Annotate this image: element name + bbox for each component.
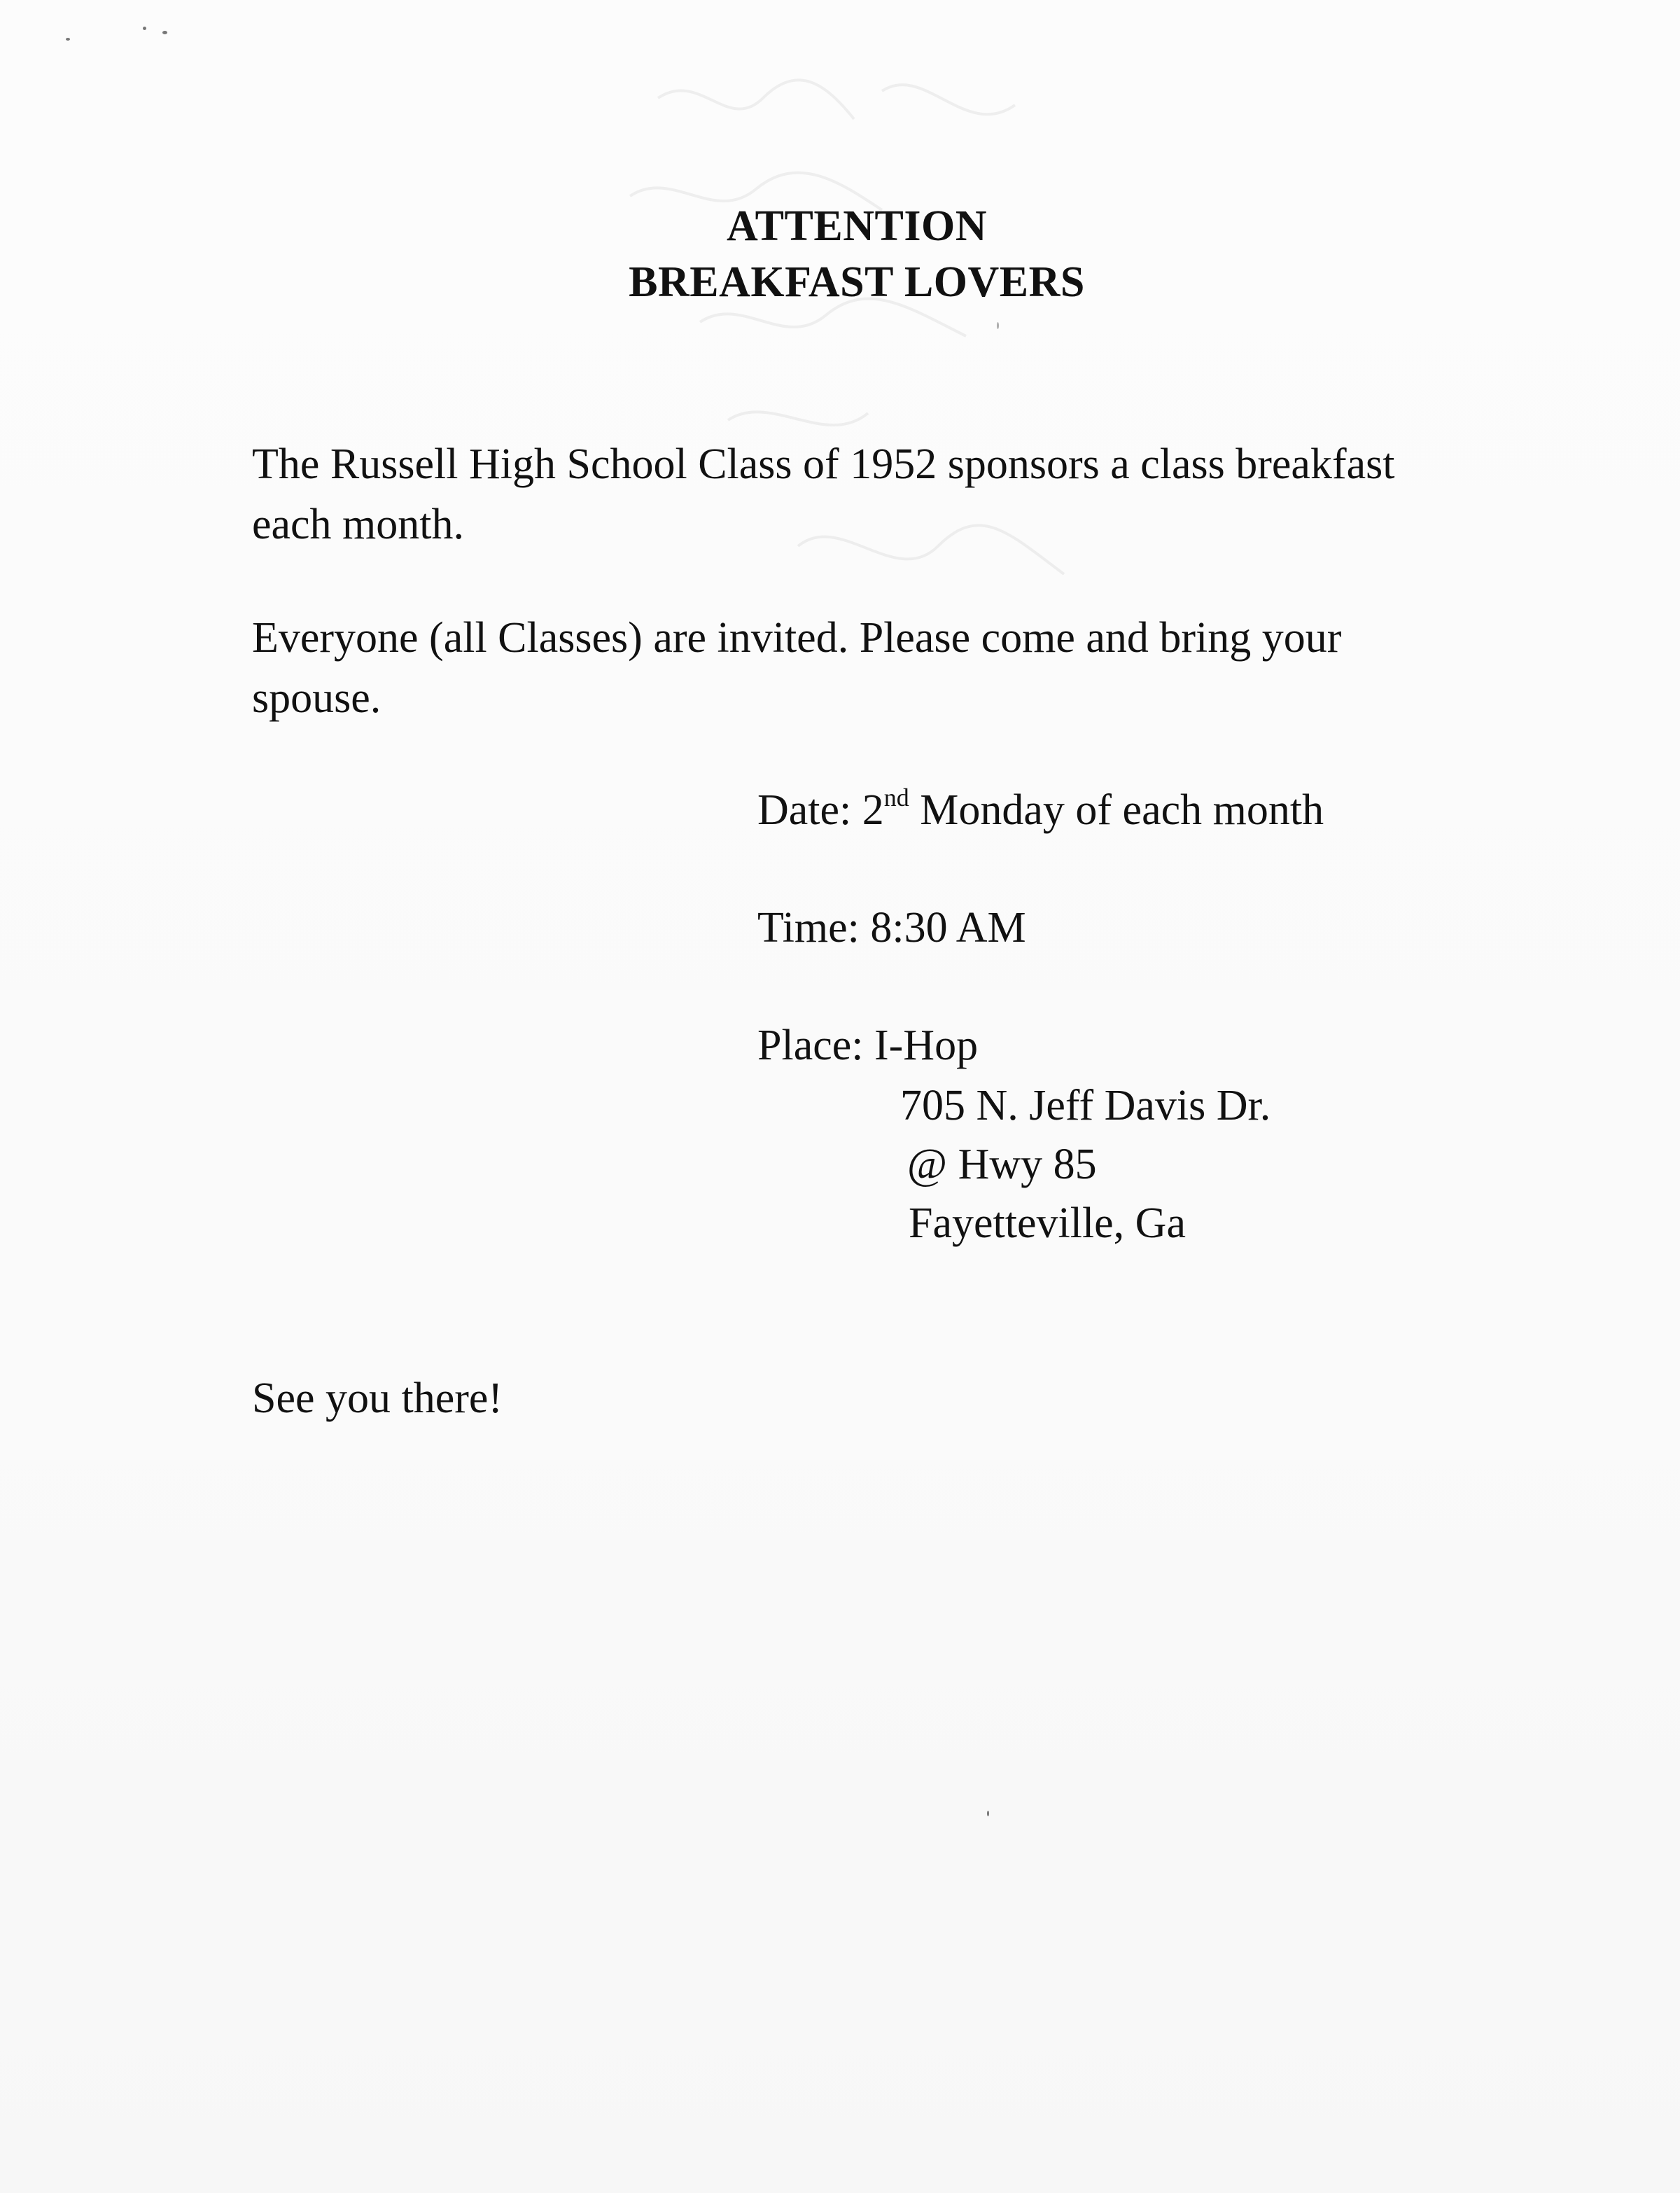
place-line (757, 1024, 978, 1067)
paper-speck (997, 322, 999, 329)
paper-speck (162, 31, 167, 34)
paper-speck (66, 38, 70, 41)
date-label: Date: (757, 786, 852, 834)
paper-speck (143, 27, 146, 30)
time-value: 8:30 AM (870, 904, 1026, 952)
time-label: Time: (757, 904, 860, 952)
sponsor-paragraph: The Russell High School Class of 1952 sponsors a class breakfast each month. (252, 440, 1395, 548)
date-rest: Monday of each month (920, 786, 1324, 834)
heading-attention: ATTENTION (727, 202, 987, 250)
address-street: 705 N. Jeff Davis Dr. (900, 1082, 1271, 1129)
address-city: Fayetteville, Ga (909, 1199, 1186, 1247)
bleed-through-handwriting (434, 56, 1204, 686)
time-line (757, 904, 1026, 952)
closing-line: See you there! (252, 1374, 503, 1422)
date-number: 2 (862, 786, 884, 834)
paper-speck (987, 1811, 989, 1816)
place-label: Place: (757, 1022, 864, 1069)
place-name: I-Hop (874, 1022, 979, 1069)
heading-breakfast-lovers: BREAKFAST LOVERS (629, 258, 1085, 306)
date-ordinal: nd (883, 784, 909, 812)
address-cross-street: @ Hwy 85 (907, 1141, 1097, 1188)
date-line (757, 784, 1324, 834)
invitation-paragraph: Everyone (all Classes) are invited. Please come and bring your spouse. (252, 614, 1342, 722)
